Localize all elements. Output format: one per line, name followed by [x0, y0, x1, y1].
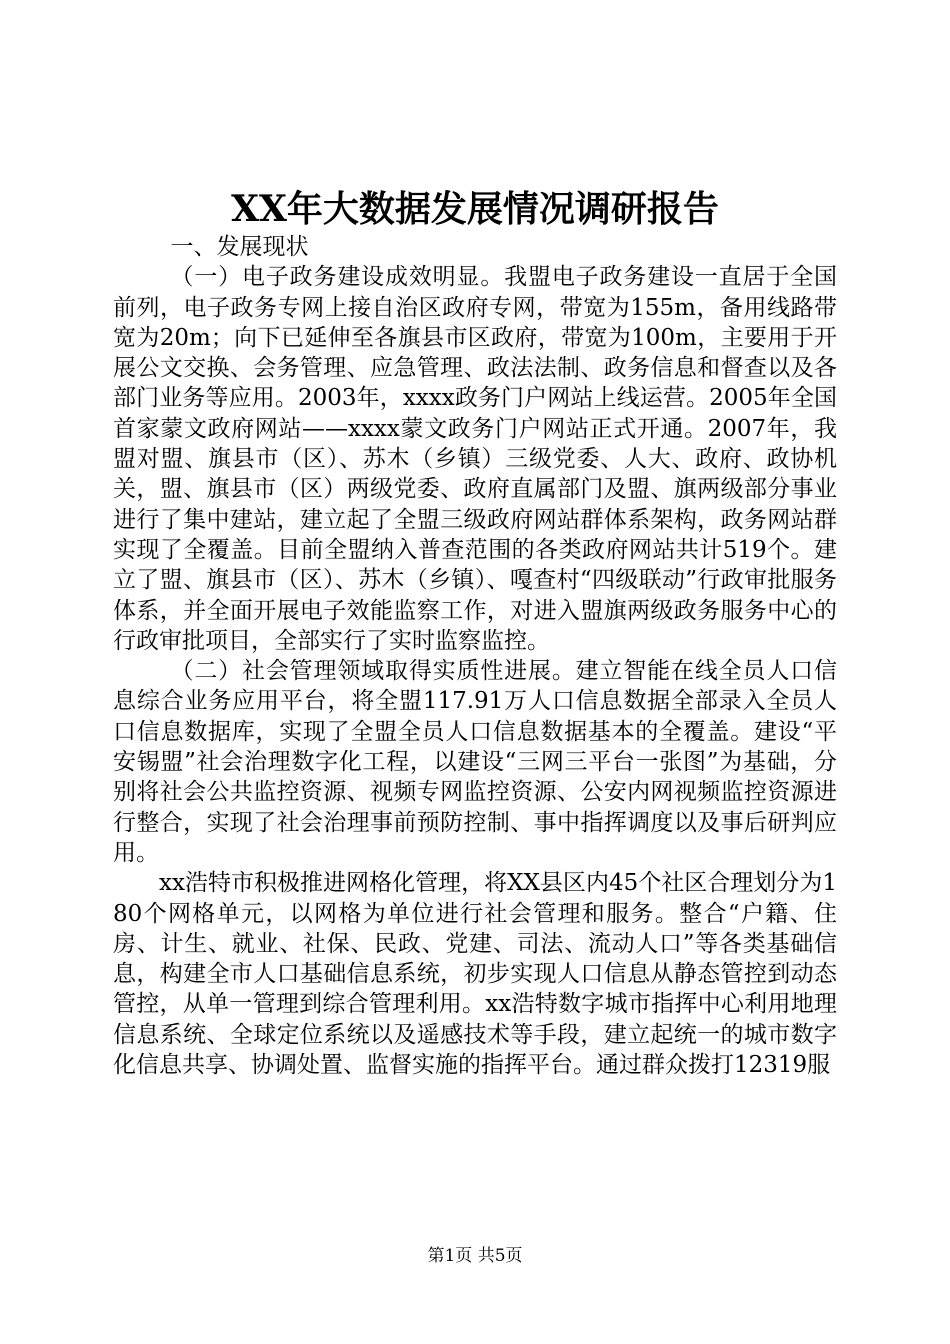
paragraph-social-management: （二）社会管理领域取得实质性进展。建立智能在线全员人口信息综合业务应用平台，将全盟117.91万人口信息数据全部录入全员人口信息数据库，实现了全盟全员人口信息数据基本的全覆盖。建设“平安锡盟”社会治理数字化工程，以建设“三网三平台一张图”为基础，分别将社会公共监控资源、视频专网监控资源、公安内网视频监控资源进行整合，实现了社会治理事前预防控制、事中指挥调度以及事后研判应用。 — [113, 658, 837, 866]
paragraph-grid-management: xx浩特市积极推进网格化管理，将XX县区内45个社区合理划分为180个网格单元，以网格为单位进行社会管理和服务。整合“户籍、住房、计生、就业、社保、民政、党建、司法、流动人口”等各类基础信息，构建全市人口基础信息系统，初步实现人口信息从静态管控到动态管控，从单一管理到综合管理利用。xx浩特数字城市指挥中心利用地理信息系统、全球定位系统以及遥感技术等手段，建立起统一的城市数字化信息共享、协调处置、监督实施的指挥平台。通过群众拨打12319服 — [113, 870, 837, 1079]
section-heading: 一、发展现状 — [170, 234, 309, 260]
document-title: XX年大数据发展情况调研报告 — [231, 188, 719, 230]
page-number-footer: 第1页 共5页 — [427, 1246, 523, 1266]
document-body — [113, 232, 837, 1080]
paragraph-e-government: （一）电子政务建设成效明显。我盟电子政务建设一直居于全国前列，电子政务专网上接自治区政府专网，带宽为155m，备用线路带宽为20m；向下已延伸至各旗县市区政府，带宽为100m，主要用于开展公文交换、会务管理、应急管理、政法法制、政务信息和督查以及各部门业务等应用。2003年，xxxx政务门户网站上线运营。2005年全国首家蒙文政府网站——xxxx蒙文政务门户网站正式开通。2007年，我盟对盟、旗县市（区）、苏木（乡镇）三级党委、人大、政府、政协机关，盟、旗县市（区）两级党委、政府直属部门及盟、旗两级部分事业进行了集中建站，建立起了全盟三级政府网站群体系架构，政务网站群实现了全覆盖。目前全盟纳入普查范围的各类政府网站共计519个。建立了盟、旗县市（区）、苏木（乡镇）、嘎查村“四级联动”行政审批服务体系，并全面开展电子效能监察工作，对进入盟旗两级政务服务中心的行政审批项目，全部实行了实时监察监控。 — [113, 264, 837, 654]
